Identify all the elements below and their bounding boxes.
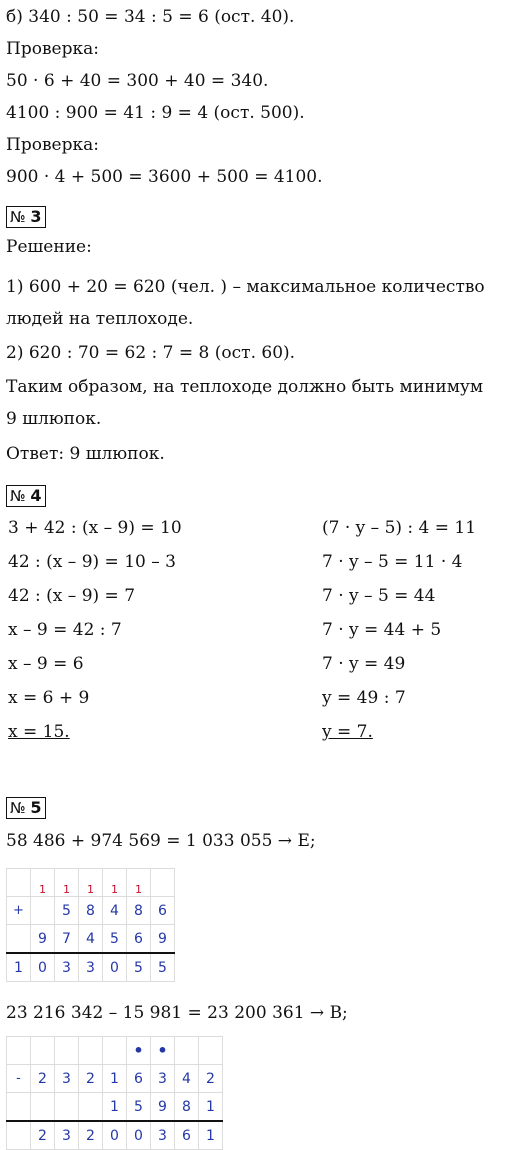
minus-sign: -	[7, 1065, 31, 1093]
digit-cell	[31, 897, 55, 925]
subtraction-column	[6, 1036, 223, 1150]
borrow-cell	[103, 1037, 127, 1065]
equation-right: (7 · y – 5) : 4 = 11	[322, 518, 477, 538]
text-line: Проверка:	[6, 135, 99, 155]
digit-cell: 0	[127, 1121, 151, 1150]
digit-cell	[31, 1093, 55, 1122]
text-line: 2) 620 : 70 = 62 : 7 = 8 (ост. 60).	[6, 343, 296, 363]
text-line: 9 шлюпок.	[6, 409, 102, 429]
number-sign: №	[10, 799, 26, 817]
equation-right: y = 49 : 7	[322, 688, 406, 708]
digit-cell: 1	[7, 953, 31, 982]
digit-cell: 4	[79, 925, 103, 954]
task-number: 5	[30, 798, 42, 817]
digit-cell: 0	[31, 953, 55, 982]
carry-row	[7, 869, 175, 897]
digit-cell: 3	[55, 1121, 79, 1150]
number-sign: №	[10, 208, 26, 226]
digit-cell: 2	[31, 1121, 55, 1150]
equation-right: 7 · y = 49	[322, 654, 406, 674]
digit-cell: 3	[55, 1065, 79, 1093]
digit-cell: 1	[103, 1065, 127, 1093]
digit-cell: 8	[175, 1093, 199, 1122]
digit-cell: 2	[79, 1065, 103, 1093]
empty-cell	[7, 925, 31, 954]
equation-left: 42 : (x – 9) = 7	[8, 586, 136, 606]
task-number-badge	[6, 206, 46, 228]
carry-cell	[7, 869, 31, 897]
subtrahend-row	[7, 1093, 223, 1122]
sum-row	[7, 953, 175, 982]
expression-line: 58 486 + 974 569 = 1 033 055 → Е;	[6, 831, 316, 851]
equation-left: x – 9 = 6	[8, 654, 84, 674]
borrow-dot: •	[127, 1037, 151, 1065]
equation-right: 7 · y – 5 = 44	[322, 586, 436, 606]
answer-right: y = 7.	[322, 722, 373, 742]
text-line: людей на теплоходе.	[6, 309, 194, 329]
borrow-cell	[199, 1037, 223, 1065]
digit-cell: 1	[199, 1121, 223, 1150]
digit-cell: 6	[127, 925, 151, 954]
empty-cell	[7, 1037, 31, 1065]
borrow-cell	[31, 1037, 55, 1065]
digit-cell: 5	[103, 925, 127, 954]
text-line: Проверка:	[6, 39, 99, 59]
addition-column	[6, 868, 175, 982]
equation-right: 7 · y – 5 = 11 · 4	[322, 552, 463, 572]
equation-right: 7 · y = 44 + 5	[322, 620, 442, 640]
digit-cell: 6	[151, 897, 175, 925]
task-number: 4	[30, 486, 42, 505]
equation-left: x – 9 = 42 : 7	[8, 620, 122, 640]
borrow-cell	[79, 1037, 103, 1065]
carry-cell: 1	[79, 869, 103, 897]
borrow-cell	[55, 1037, 79, 1065]
task-number-badge	[6, 485, 46, 507]
digit-cell: 6	[127, 1065, 151, 1093]
expression-line: 23 216 342 – 15 981 = 23 200 361 → В;	[6, 1003, 348, 1023]
digit-cell: 2	[79, 1121, 103, 1150]
difference-row	[7, 1121, 223, 1150]
text-line: 1) 600 + 20 = 620 (чел. ) – максимальное количество	[6, 277, 485, 297]
carry-cell: 1	[127, 869, 151, 897]
digit-cell: 9	[151, 1093, 175, 1122]
carry-cell: 1	[31, 869, 55, 897]
digit-cell	[55, 1093, 79, 1122]
digit-cell: 3	[55, 953, 79, 982]
carry-cell: 1	[103, 869, 127, 897]
digit-cell: 1	[199, 1093, 223, 1122]
equation-left: 3 + 42 : (x – 9) = 10	[8, 518, 182, 538]
text-line: 50 · 6 + 40 = 300 + 40 = 340.	[6, 71, 269, 91]
text-line: Таким образом, на теплоходе должно быть минимум	[6, 377, 484, 397]
digit-cell: 4	[175, 1065, 199, 1093]
digit-cell: 9	[31, 925, 55, 954]
task-number: 3	[30, 207, 42, 226]
equation-left: 42 : (x – 9) = 10 – 3	[8, 552, 176, 572]
plus-sign: +	[7, 897, 31, 925]
digit-cell: 6	[175, 1121, 199, 1150]
digit-cell: 5	[55, 897, 79, 925]
minuend-row	[7, 1065, 223, 1093]
digit-cell: 0	[103, 953, 127, 982]
borrow-dot: •	[151, 1037, 175, 1065]
digit-cell: 9	[151, 925, 175, 954]
text-line: Ответ: 9 шлюпок.	[6, 444, 165, 464]
answer-left: x = 15.	[8, 722, 70, 742]
text-line: 900 · 4 + 500 = 3600 + 500 = 4100.	[6, 167, 323, 187]
digit-cell: 1	[103, 1093, 127, 1122]
digit-cell: 5	[151, 953, 175, 982]
borrow-cell	[175, 1037, 199, 1065]
digit-cell: 3	[151, 1121, 175, 1150]
digit-cell: 3	[151, 1065, 175, 1093]
number-sign: №	[10, 487, 26, 505]
digit-cell: 7	[55, 925, 79, 954]
digit-cell: 8	[127, 897, 151, 925]
digit-cell: 8	[79, 897, 103, 925]
addend-row	[7, 897, 175, 925]
carry-cell: 1	[55, 869, 79, 897]
carry-cell	[151, 869, 175, 897]
digit-cell: 0	[103, 1121, 127, 1150]
text-line: 4100 : 900 = 41 : 9 = 4 (ост. 500).	[6, 103, 305, 123]
empty-cell	[7, 1093, 31, 1122]
digit-cell: 2	[31, 1065, 55, 1093]
equation-left: x = 6 + 9	[8, 688, 90, 708]
digit-cell: 3	[79, 953, 103, 982]
text-line: Решение:	[6, 237, 92, 257]
addend-row	[7, 925, 175, 954]
digit-cell: 4	[103, 897, 127, 925]
borrow-row	[7, 1037, 223, 1065]
digit-cell: 2	[199, 1065, 223, 1093]
digit-cell	[79, 1093, 103, 1122]
empty-cell	[7, 1121, 31, 1150]
task-number-badge	[6, 797, 46, 819]
digit-cell: 5	[127, 1093, 151, 1122]
digit-cell: 5	[127, 953, 151, 982]
text-line: б) 340 : 50 = 34 : 5 = 6 (ост. 40).	[6, 7, 295, 27]
